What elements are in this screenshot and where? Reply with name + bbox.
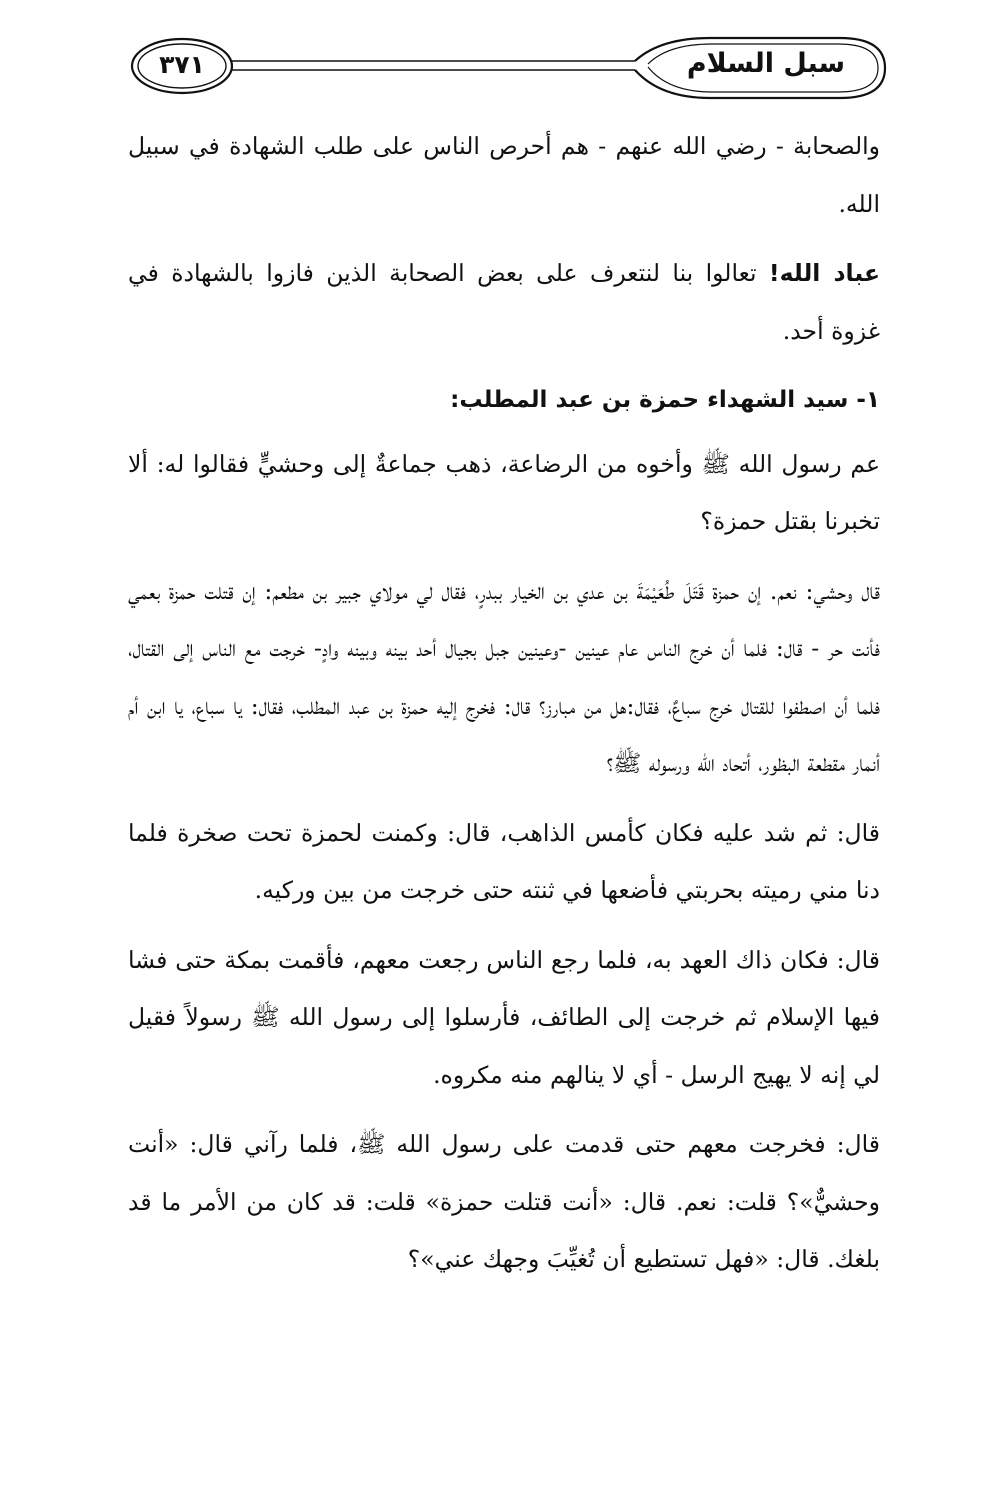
paragraph-text: والصحابة - رضي الله عنهم - هم أحرص الناس على طلب الشهادة في سبيل الله.: [128, 132, 880, 218]
running-title: سبل السلام: [686, 48, 846, 79]
paragraph-6: [128, 932, 880, 1105]
paragraph-text: قال: فكان ذاك العهد به، فلما رجع الناس رجعت معهم، فأقمت بمكة حتى فشا فيها الإسلام ثم خرجت إلى الطائف، فأرسلوا إلى رسول الله ﷺ رسولاً فقيل لي إنه لا يهيج الرسل - أي لا ينالهم منه مكروه.: [128, 945, 880, 1089]
page-header: [120, 30, 890, 108]
paragraph-7: [128, 1116, 880, 1289]
page-number: ٣٧١: [159, 50, 205, 79]
paragraph-5: [128, 805, 880, 920]
paragraph-text: قال: ثم شد عليه فكان كأمس الذاهب، قال: وكمنت لحمزة تحت صخرة فلما دنا مني رميته بحربتي فأضعها في ثنته حتى خرجت من بين وركيه.: [128, 818, 880, 904]
paragraph-1: [128, 118, 880, 233]
paragraph-2: [128, 245, 880, 360]
paragraph-text: عم رسول الله ﷺ وأخوه من الرضاعة، ذهب جماعةٌ إلى وحشيٍّ فقالوا له: ألا تخبرنا بقتل حمزة؟: [128, 449, 880, 535]
paragraph-text: تعالوا بنا لنتعرف على بعض الصحابة الذين فازوا بالشهادة في غزوة أحد.: [128, 259, 880, 345]
paragraph-text: قال: فخرجت معهم حتى قدمت على رسول الله ﷺ، فلما رآني قال: «أنت وحشيٌّ»؟ قلت: نعم. قال: «أنت قتلت حمزة» قلت: قد كان من الأمر ما قد بلغك. قال: «فهل تستطيع أن تُغيِّبَ وجهك عني»؟: [128, 1130, 880, 1273]
paragraph-3: [128, 436, 880, 551]
paragraph-4: [128, 563, 880, 793]
paragraph-text: قال وحشي: نعم. إن حمزة قَتَلَ طُعَيْمَةَ بن عدي بن الخيار ببدرٍ، فقال لي مولاي جبير بن مطعم: إن قتلت حمزة بعمي فأنت حر - قال: فلما أن خرج الناس عام عينين -وعينين جبل بجيال أحد بينه وبينه وادٍ- خرجت مع الناس إلى القتال، فلما أن اصطفوا للقتال خرج سباعٌ، فقال:هل من مبارز؟ قال: فخرج إليه حمزة بن عبد المطلب، فقال: يا سباع، يا ابن أم أنمار مقطعة البظور، أتحاد الله ورسوله ﷺ؟: [128, 576, 880, 777]
section-heading: ١- سيد الشهداء حمزة بن عبد المطلب:: [450, 387, 880, 413]
paragraph-lead: عباد الله!: [768, 259, 881, 287]
page-body: [128, 118, 880, 1301]
